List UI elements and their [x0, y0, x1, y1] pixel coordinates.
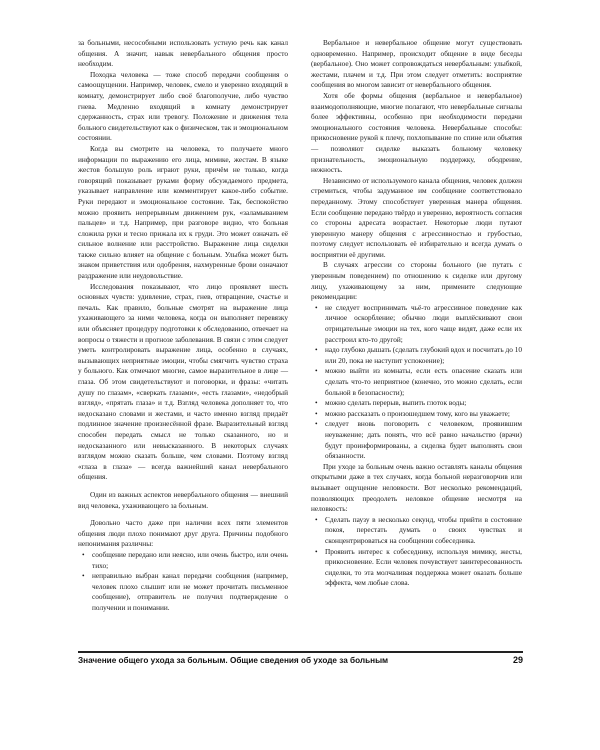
paragraph: Исследования показывают, что лицо проявляет шесть основных чувств: удивление, страх, гнев, отвращение, счастье и печаль. Как правило, больные смотрят на выражение лица ухаживающего за ними человека, когда он выполняет перевязку или объясняет процедуру подготовки к обследованию, отвечает на вопросы о тяжести и прогнозе заболевания. В связи с этим следует уметь контролировать выражение лица, особенно в случаях, вызывающих неприятные эмоции, чтобы смягчить чувство страха у больного. Как отмечают многие, самое выразительное в лице — глаза. Об этом свидетельствуют и поговорки, и фразы: «читать душу по глазам», «сверкать глазами», «есть глазами», «недобрый взгляд», «прятать глаза» и т.д. Взгляд человека дополняет то, что недосказано словами и жестами, и часто именно взгляд придаёт подлинное значение произнесённой фразе. Выразительный взгляд способен передать смысл не только сказанного, но и недосказанного или невысказанного. В некоторых случаях взглядом можно сказать больше, чем словами. Поэтому взгляд «глаза в глаза» — всегда важнейший канал невербального общения. — [78, 281, 288, 482]
list-item: • неправильно выбран канал передачи сообщения (например, человек плохо слышит или не может прочитать письменное сообщение), отправитель не получил подтверждение о получении и понимании. — [92, 571, 288, 613]
paragraph: Хотя обе формы общения (вербальное и невербальное) взаимодополняющие, многие полагают, что невербальные сигналы более эффективны, особенно при необходимости передачи эмоционального состояния человека. Невербальные способы: прикосновение рукой к плечу, похлопывание по спине или объятия — позволяют сиделке выказать больному человеку признательность, эмоциональную поддержку, ободрение, нежность. — [311, 90, 522, 175]
running-footer-title: Значение общего ухода за больным. Общие сведения об уходе за больным — [78, 656, 389, 665]
paragraph: Один из важных аспектов невербального общения — внешний вид человека, ухаживающего за больным. — [78, 489, 288, 510]
list-item: • надо глубоко дышать (сделать глубокий вдох и посчитать до 10 или 20, пока не наступит успокоение); — [325, 345, 522, 366]
tips-list — [311, 515, 522, 589]
list-item: • не следует воспринимать чьё-то агрессивное поведение как личное оскорбление; обычно люди выплёскивают свои отрицательные эмоции на тех, кого чаще видят, даже если их расстроил кто-то другой; — [325, 303, 522, 345]
paragraph: Довольно часто даже при наличии всех пяти элементов общения люди плохо понимают друг друга. Причины подобного непонимания различны: — [78, 518, 288, 549]
list-item: • Проявить интерес к собеседнику, используя мимику, жесты, прикосновение. Если человек почувствует заинтересованность сиделки, то эта молчаливая поддержка может оказать больше эффекта, чем любые слова. — [325, 547, 522, 589]
paragraph: Вербальное и невербальное общение могут существовать одновременно. Например, происходит общение в виде беседы (вербальное). Оно может сопровождаться невербальным: улыбкой, жестами, плачем и т.д. При этом следует отметить: восприятие сообщения во многом зависит от невербального общения. — [311, 38, 522, 90]
paragraph: за больными, несособными использовать устную речь как канал общения. А значит, навык невербального общения просто необходим. — [78, 38, 288, 69]
list-item: • можно сделать перерыв, выпить глоток воды; — [325, 398, 522, 409]
footer-divider — [78, 651, 523, 653]
list-item: • Сделать паузу в несколько секунд, чтобы прийти в состояние покоя, перестать думать о своих чувствах и сконцентрироваться на сообщении собеседника. — [325, 515, 522, 547]
left-column — [78, 38, 288, 613]
list-item: • можно рассказать о произошедшем тому, кого вы уважаете; — [325, 409, 522, 420]
recommendations-list — [311, 303, 522, 462]
paragraph: В случаях агрессии со стороны больного (не путать с уверенным поведением) по отношению к сиделке или другому лицу, ухаживающему за ним, примените следующие рекомендации: — [311, 260, 522, 302]
paragraph: Независимо от используемого канала общения, человек должен стремиться, чтобы задуманное им сообщение соответствовало переданному. Этому способствует уверенная манера общения. Если сообщение передано твёрдо и уверенно, вероятность согласия со стороны адресата возрастает. Некоторые люди путают уверенную манеру общения с агрессивностью и грубостью, поэтому следует использовать её избирательно и всегда думать о восприятии её другими. — [311, 175, 522, 259]
paragraph: Походка человека — тоже способ передачи сообщения о самоощущении. Например, человек, смело и уверенно входящий в комнату, демонстрирует либо своё благополучие, либо чувство гнева. Медленно входящий в комнату демонстрирует сдержанность, страх или тревогу. Положение и движения тела больного свидетельствуют как о физическом, так и эмоциональном состоянии. — [78, 69, 288, 143]
list-item: • сообщение передано или неясно, или очень быстро, или очень тихо; — [92, 550, 288, 571]
causes-list — [78, 550, 288, 614]
page-number: 29 — [512, 655, 523, 665]
paragraph: При уходе за больным очень важно оставлять каналы общения открытыми даже в тех случаях, когда больной неразговорчив или вызывает ощущение неловкости. Вот несколько рекомендаций, позволяющих преодолеть неловкое общение несмотря на неловкость: — [311, 461, 522, 514]
right-column — [311, 38, 522, 589]
list-item: • можно выйти из комнаты, если есть опасение сказать или сделать что-то неприятное (конечно, это можно сделать, если больной в безопасности); — [325, 366, 522, 398]
list-item: • следует вновь поговорить с человеком, проявившим неуважение; дать понять, что всё равно начальство (врачи) будут проинформированы, а сиделка будет выполнять свои обязанности. — [325, 419, 522, 461]
paragraph: Когда вы смотрите на человека, то получаете много информации по выражению его лица, мимике, жестам. В языке жестов большую роль играют руки, причём не только, когда говорящий показывает руками форму обсуждаемого предмета, указывает направление или комментирует какое-либо событие. Руки передают и эмоциональное состояние. Так, беспокойство можно проявить непрерывным движением рук, «заламыванием пальцев» и т.д. Например, при разговоре видно, что больная сложила руки и тесно прижала их к груди. Это может означать её сильное волнение или расстройство. Выражение лица сиделки также сильно влияет на общение с больным. Улыбка может быть знаком приветствия или одобрения, нахмуренные брови означают раздражение или неудовольствие. — [78, 143, 288, 281]
